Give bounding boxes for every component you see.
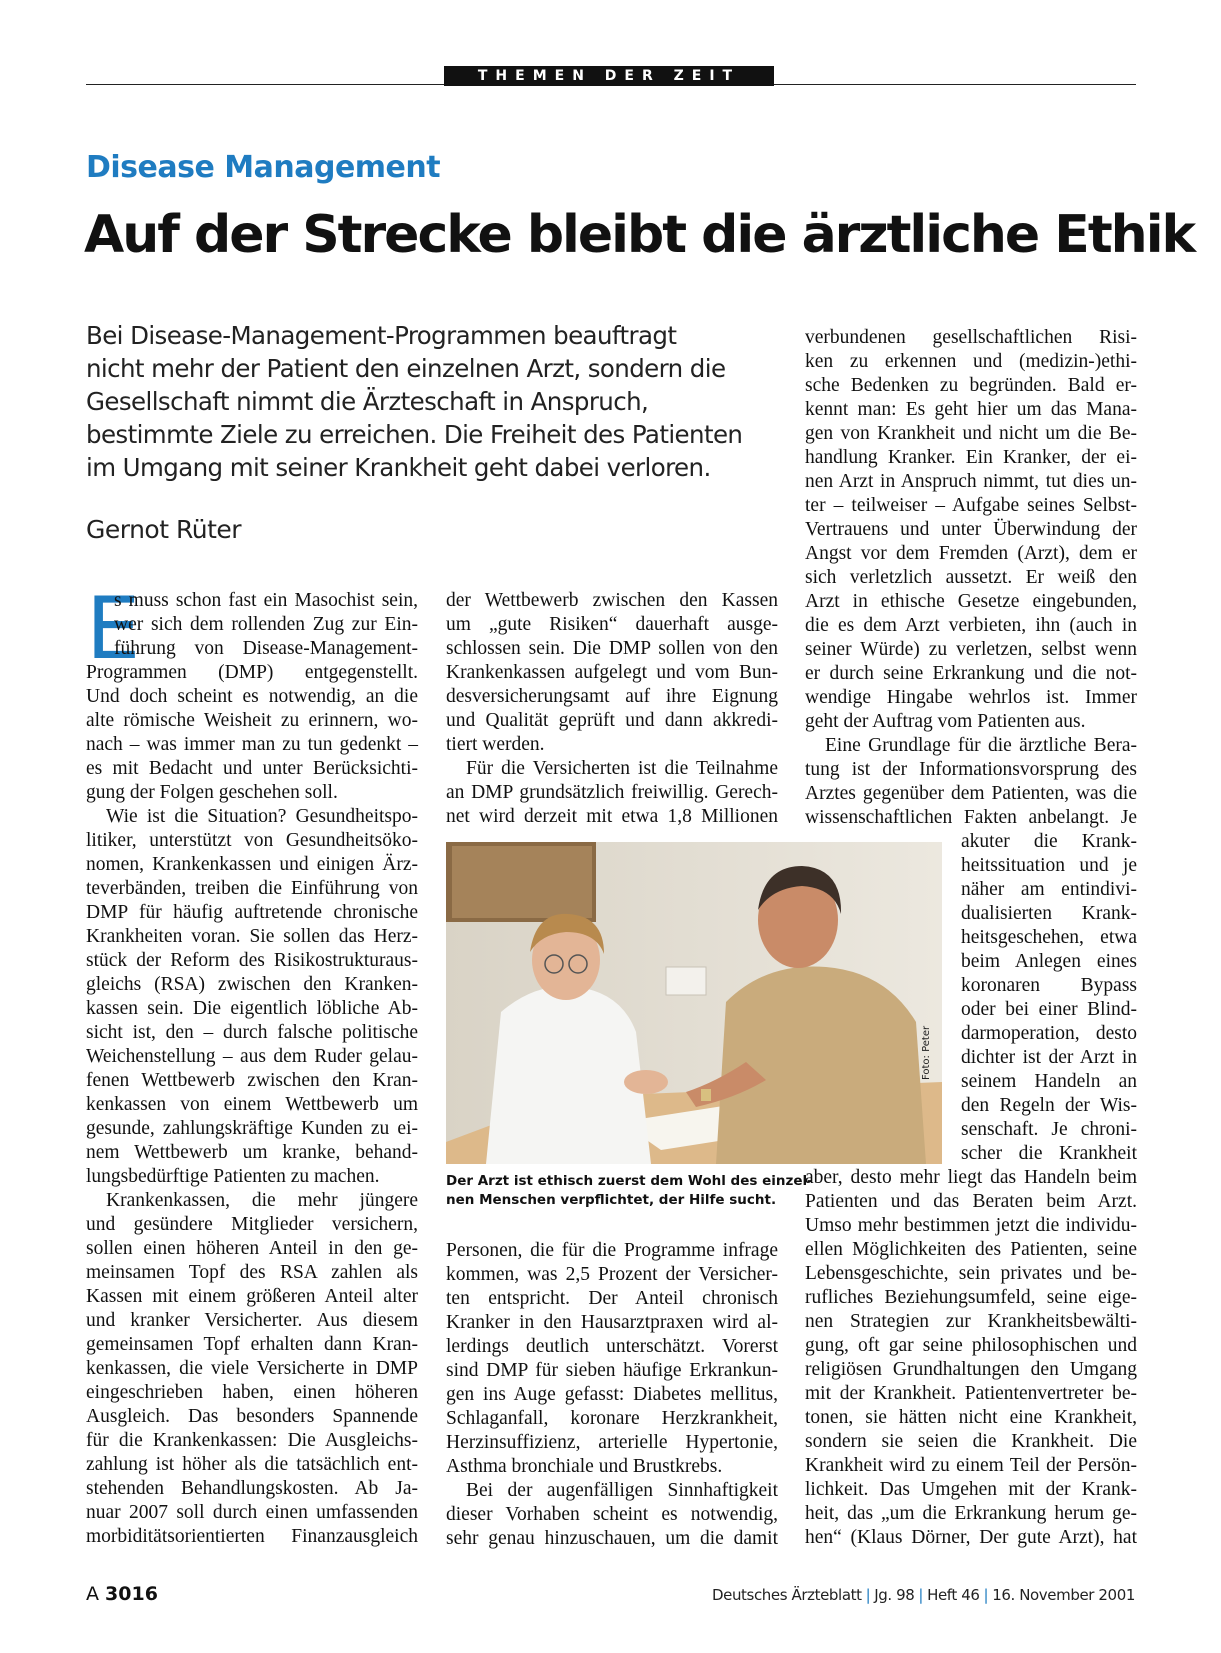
text-line: rufliches Beziehungsumfeld, seine eige-	[805, 1287, 1137, 1308]
text-line: Asthma bronchiale und Brustkrebs.	[446, 1456, 723, 1477]
journal-volume: Jg. 98	[874, 1586, 915, 1604]
text-line: wer sich dem rollenden Zug zur Ein-	[114, 614, 418, 635]
lead-line: bestimmte Ziele zu erreichen. Die Freiheit des Patienten	[86, 420, 743, 449]
text-line: lungsbedürftige Patienten zu machen.	[86, 1166, 380, 1187]
text-line: eingeschrieben haben, einen höheren	[86, 1382, 418, 1403]
text-line: schlossen sein. Die DMP sollen von den	[446, 638, 778, 659]
text-line: Eine Grundlage für die ärztliche Bera-	[825, 735, 1137, 756]
text-line: den Regeln der Wis-	[961, 1095, 1137, 1116]
text-line: Vertrauens und unter Überwindung der	[805, 519, 1137, 540]
text-line: desversicherungsamt auf ihre Eignung	[446, 686, 778, 707]
text-line: scher die Krankheit	[961, 1143, 1137, 1164]
text-line: ten entspricht. Der Anteil chronisch	[446, 1288, 778, 1309]
text-line: Arztes gegenüber dem Patienten, was die	[805, 783, 1137, 804]
text-line: Personen, die für die Programme infrage	[446, 1240, 778, 1261]
text-line: sind DMP für sieben häufige Erkrankun-	[446, 1360, 778, 1381]
text-line: Kranker in den Hausarztpraxen wird al-	[446, 1312, 778, 1333]
photo-credit: Foto: Peter	[921, 1025, 932, 1080]
text-line: Programmen (DMP) entgegenstellt.	[86, 662, 418, 683]
text-line: Patienten und das Beraten beim Arzt.	[805, 1191, 1137, 1212]
text-line: und Qualität geprüft und dann akkredi-	[446, 710, 778, 731]
text-line: morbiditätsorientierten Finanzausgleich	[86, 1526, 418, 1547]
lead-line: Gesellschaft nimmt die Ärzteschaft in Anspruch,	[86, 387, 649, 416]
text-line: es mit Bedacht und unter Berücksichti-	[86, 758, 418, 779]
text-line: Krankheit wird zu einem Teil der Persön-	[805, 1455, 1137, 1476]
text-line: seiner Würde) zu verletzen, selbst wenn	[805, 639, 1137, 660]
lead-line: nicht mehr der Patient den einzelnen Arzt, sondern die	[86, 354, 726, 383]
journal-date: 16. November 2001	[992, 1586, 1135, 1604]
author: Gernot Rüter	[86, 515, 242, 544]
text-line: nomen, Krankenkassen und einigen Ärz-	[86, 854, 418, 875]
text-line: sche Bedenken zu begründen. Bald er-	[805, 375, 1137, 396]
text-line: Weichenstellung – aus dem Ruder gelau-	[86, 1046, 418, 1067]
text-line: Bei der augenfälligen Sinnhaftigkeit	[466, 1480, 778, 1501]
text-line: wissenschaftlichen Fakten anbelangt. Je	[805, 807, 1137, 828]
text-line: nuar 2007 soll durch einen umfassenden	[86, 1502, 418, 1523]
text-line: geht der Auftrag vom Patienten aus.	[805, 711, 1086, 732]
text-line: sicht ist, den – durch falsche politische	[86, 1022, 418, 1043]
text-line: Herzinsuffizienz, arterielle Hypertonie,	[446, 1432, 778, 1453]
text-line: meinsamen Topf des RSA zahlen als	[86, 1262, 418, 1283]
text-line: teverbänden, treiben die Einführung von	[86, 878, 418, 899]
text-line: ellen Möglichkeiten des Patienten, seine	[805, 1239, 1137, 1260]
lead-line: Bei Disease-Management-Programmen beauftragt	[86, 321, 677, 350]
journal-name: Deutsches Ärzteblatt	[711, 1586, 862, 1604]
text-line: heitsgeschehen, etwa	[961, 927, 1137, 948]
text-line: heitssituation und je	[961, 855, 1137, 876]
text-line: Kassen mit einem größeren Anteil alter	[86, 1286, 418, 1307]
text-line: oder bei einer Blind-	[961, 999, 1137, 1020]
drop-cap: E	[86, 579, 141, 679]
journal-footer: Deutsches Ärzteblatt | Jg. 98 | Heft 46 | 16. November 2001	[711, 1586, 1135, 1604]
text-column-2-top	[446, 589, 778, 829]
section-label: THEMEN DER ZEIT	[444, 66, 774, 86]
text-line: für die Krankenkassen: Die Ausgleichs-	[86, 1430, 418, 1451]
text-line: religiösen Grundhaltungen den Umgang	[805, 1359, 1137, 1380]
text-line: führung von Disease-Management-	[114, 638, 418, 659]
text-line: dieser Vorhaben scheint es notwendig,	[446, 1504, 778, 1525]
text-line: um „gute Risiken“ dauerhaft ausge-	[446, 614, 778, 635]
text-line: hen“ (Klaus Dörner, Der gute Arzt), hat	[805, 1527, 1137, 1548]
text-line: Angst vor dem Fremden (Arzt), dem er	[805, 543, 1137, 564]
text-line: sollen einen höheren Anteil in den ge-	[86, 1238, 418, 1259]
text-line: dualisierten Krank-	[961, 903, 1137, 924]
text-line: tiert werden.	[446, 734, 545, 755]
text-line: Wie ist die Situation? Gesundheitspo-	[106, 806, 418, 827]
text-line: ken zu erkennen und (medizin-)ethi-	[805, 351, 1137, 372]
text-column-3-top	[805, 326, 1137, 830]
journal-issue: Heft 46	[927, 1586, 980, 1604]
text-line: net wird derzeit mit etwa 1,8 Millionen	[446, 806, 778, 827]
text-column-3-bottom	[805, 1166, 1137, 1550]
headline: Auf der Strecke bleibt die ärztliche Ethik	[84, 205, 1195, 265]
text-line: darmoperation, desto	[961, 1023, 1137, 1044]
lead-paragraph	[86, 319, 743, 484]
text-line: sehr genau hinzuschauen, um die damit	[446, 1528, 778, 1549]
text-line: stück der Reform des Risikostrukturaus-	[86, 950, 418, 971]
text-line: alte römische Weisheit zu erinnern, wo-	[86, 710, 418, 731]
text-line: Arzt in ethische Gesetze eingebunden,	[805, 591, 1137, 612]
text-line: gung der Folgen geschehen soll.	[86, 782, 338, 803]
text-line: gen ins Auge gefasst: Diabetes mellitus,	[446, 1384, 778, 1405]
text-line: gleichs (RSA) zwischen den Kranken-	[86, 974, 418, 995]
text-line: wendige Hingabe wehrlos ist. Immer	[805, 687, 1137, 708]
text-line: nem Wettbewerb um kranke, behand-	[86, 1142, 418, 1163]
text-line: sondern sie seien die Krankheit. Die	[805, 1431, 1137, 1452]
text-line: stehenden Behandlungskosten. Ab Ja-	[86, 1478, 418, 1499]
caption-line: Der Arzt ist ethisch zuerst dem Wohl des einzel-	[446, 1173, 813, 1189]
lead-line: im Umgang mit seiner Krankheit geht dabei verloren.	[86, 453, 711, 482]
text-line: s muss schon fast ein Masochist sein,	[114, 590, 418, 611]
text-line: nen Strategien zur Krankheitsbewälti-	[805, 1311, 1137, 1332]
text-line: akuter die Krank-	[961, 831, 1137, 852]
kicker: Disease Management	[86, 150, 441, 185]
text-line: dichter ist der Arzt in	[961, 1047, 1137, 1068]
text-line: nach – was immer man zu tun gedenkt –	[86, 734, 418, 755]
text-line: verbundenen gesellschaftlichen Risi-	[805, 327, 1137, 348]
text-line: er durch seine Erkrankung und die not-	[805, 663, 1137, 684]
text-line: senschaft. Je chroni-	[961, 1119, 1137, 1140]
text-line: lichkeit. Das Umgehen mit der Krank-	[805, 1479, 1137, 1500]
text-line: fenen Wettbewerb zwischen den Kran-	[86, 1070, 418, 1091]
text-line: aber, desto mehr liegt das Handeln beim	[805, 1167, 1137, 1188]
text-line: nen Arzt in Anspruch nimmt, tut dies un-	[805, 471, 1137, 492]
text-line: kenkassen, die viele Versicherte in DMP	[86, 1358, 418, 1379]
text-line: Ausgleich. Das besonders Spannende	[86, 1406, 418, 1427]
text-line: gen von Krankheit und nicht um die Be-	[805, 423, 1137, 444]
text-line: seinem Handeln an	[961, 1071, 1137, 1092]
text-column-1	[86, 579, 418, 1549]
text-line: näher am entindivi-	[961, 879, 1137, 900]
text-line: kennt man: Es geht hier um das Mana-	[805, 399, 1137, 420]
text-column-3-wraparound	[961, 830, 1137, 1166]
text-line: DMP für häufig auftretende chronische	[86, 902, 418, 923]
article-photo	[446, 842, 942, 1164]
text-line: Umso mehr bestimmen jetzt die individu-	[805, 1215, 1137, 1236]
text-line: lerdings deutlich unterschätzt. Vorerst	[446, 1336, 778, 1357]
caption-line: nen Menschen verpflichtet, der Hilfe sucht.	[446, 1192, 777, 1208]
text-line: Und doch scheint es notwendig, an die	[86, 686, 418, 707]
text-line: gesunde, zahlungskräftige Kunden zu ei-	[86, 1118, 418, 1139]
text-line: beim Anlegen eines	[961, 951, 1137, 972]
text-line: mit der Krankheit. Patientenvertreter be-	[805, 1383, 1137, 1404]
text-line: litiker, unterstützt von Gesundheitsöko-	[86, 830, 418, 851]
text-line: handlung Kranker. Ein Kranker, der ei-	[805, 447, 1137, 468]
text-line: kommen, was 2,5 Prozent der Versicher-	[446, 1264, 778, 1285]
text-line: Für die Versicherten ist die Teilnahme	[466, 758, 778, 779]
text-line: heit, das „um die Erkrankung herum ge-	[805, 1503, 1137, 1524]
text-line: gung, oft gar seine philosophischen und	[805, 1335, 1137, 1356]
text-line: Lebensgeschichte, sein privates und be-	[805, 1263, 1137, 1284]
text-column-2-bottom	[446, 1239, 778, 1551]
text-line: Schlaganfall, koronare Herzkrankheit,	[446, 1408, 778, 1429]
text-line: gemeinsamen Topf erhalten dann Kran-	[86, 1334, 418, 1355]
doctor-patient-photo	[446, 842, 942, 1164]
text-line: kenkassen von einem Wettbewerb um	[86, 1094, 418, 1115]
text-line: die es dem Arzt verbieten, ihn (auch in	[805, 615, 1137, 636]
text-line: Krankenkassen aufgelegt und vom Bun-	[446, 662, 778, 683]
text-line: der Wettbewerb zwischen den Kassen	[446, 590, 778, 611]
page-number-value: 3016	[105, 1583, 158, 1605]
text-line: ter – teilweiser – Aufgabe seines Selbst-	[805, 495, 1137, 516]
text-line: tung ist der Informationsvorsprung des	[805, 759, 1137, 780]
text-line: tonen, sie hätten nicht eine Krankheit,	[805, 1407, 1137, 1428]
text-line: und kranker Versicherter. Aus diesem	[86, 1310, 418, 1331]
page-number	[86, 1583, 158, 1605]
text-line: kassen sein. Die eigentlich löbliche Ab-	[86, 998, 418, 1019]
text-line: sich verletzlich aussetzt. Er weiß den	[805, 567, 1137, 588]
text-line: Krankheiten voran. Sie sollen das Herz-	[86, 926, 418, 947]
text-line: an DMP grundsätzlich freiwillig. Gerech-	[446, 782, 778, 803]
text-line: Krankenkassen, die mehr jüngere	[106, 1190, 418, 1211]
photo-caption	[446, 1172, 813, 1210]
text-line: koronaren Bypass	[961, 975, 1137, 996]
page-prefix: A	[86, 1583, 99, 1605]
text-line: zahlung ist höher als die tatsächlich ent-	[86, 1454, 418, 1475]
text-line: und gesündere Mitglieder versichern,	[86, 1214, 418, 1235]
